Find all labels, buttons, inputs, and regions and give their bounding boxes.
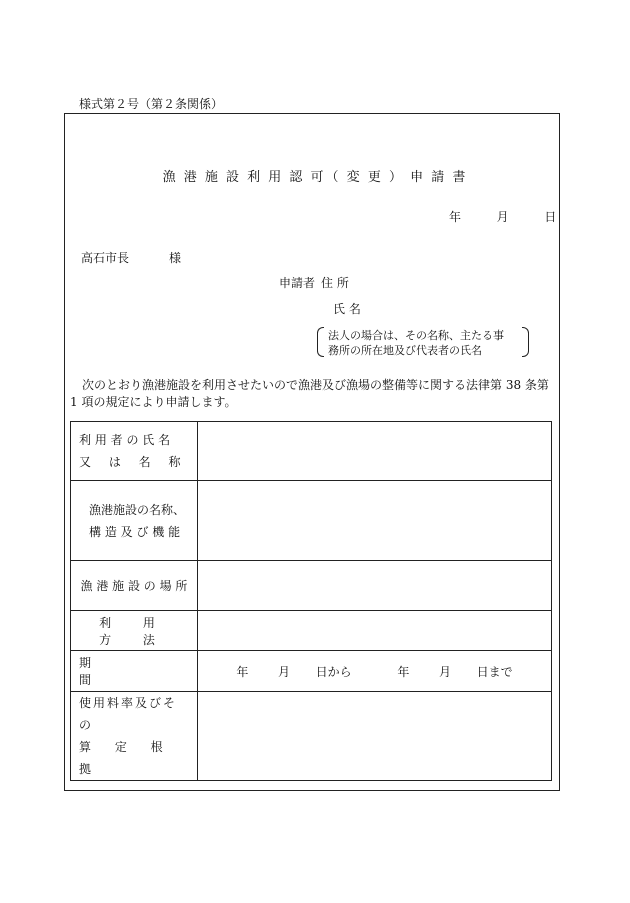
- period-month2: 月: [439, 664, 452, 679]
- row-label-facility-location: [71, 561, 198, 611]
- right-bracket: [522, 327, 529, 357]
- period-from: 日から: [315, 664, 352, 679]
- row-label-line: 漁 港 施 設 の 場 所: [80, 579, 188, 593]
- row-label-line: 使用料率及びその: [79, 696, 178, 732]
- corporate-note-line2: 務所の所在地及び代表者の氏名: [328, 344, 482, 357]
- row-label-line: 漁港施設の名称、: [89, 502, 186, 517]
- value-fee-rate[interactable]: [198, 692, 552, 781]
- applicant-name-row: [325, 300, 361, 317]
- row-label-line: 構 造 及 び 機 能: [89, 524, 181, 539]
- left-bracket: [317, 327, 324, 357]
- form-number: 様式第２号（第２条関係）: [79, 97, 224, 111]
- row-label-line: 利 用 者 の 氏 名: [79, 433, 171, 447]
- row-label-usage-method: [71, 611, 198, 651]
- statement-line1: 次のとおり漁港施設を利用させたいので漁港及び漁場の整備等に関する法律第 38 条第: [82, 378, 549, 392]
- value-facility-name[interactable]: [198, 481, 552, 561]
- addressee-honorific: 様: [169, 251, 182, 265]
- row-label-period: [71, 651, 198, 692]
- date-month: 月: [496, 210, 509, 224]
- table-row: [71, 692, 552, 781]
- table-row: [71, 651, 552, 692]
- applicant-address-row: [279, 274, 349, 291]
- name-label: 氏 名: [333, 302, 361, 316]
- corporate-note-line1: 法人の場合は、その名称、主たる事: [328, 329, 504, 342]
- statement: [70, 377, 554, 411]
- table-row: [71, 481, 552, 561]
- date-day: 日: [544, 210, 557, 224]
- row-label-line: 算 定 根 拠: [79, 740, 163, 776]
- period-year1: 年: [236, 664, 249, 679]
- date-line: [449, 208, 556, 225]
- value-user-name[interactable]: [198, 422, 552, 481]
- period-year2: 年: [397, 664, 410, 679]
- row-label-line: 又 は 名 称: [79, 455, 188, 469]
- applicant-label: 申請者: [279, 276, 316, 290]
- row-label-fee-rate: [71, 692, 198, 781]
- table-row: [71, 422, 552, 481]
- row-label-user-name: [71, 422, 198, 481]
- value-facility-location[interactable]: [198, 561, 552, 611]
- period-until: 日まで: [476, 664, 513, 679]
- page-title: 漁 港 施 設 利 用 認 可（ 変 更 ） 申 請 書: [162, 170, 468, 185]
- row-label-facility-name: [71, 481, 198, 561]
- period-month1: 月: [277, 664, 290, 679]
- addressee: [81, 249, 181, 266]
- addressee-name: 高石市長: [81, 251, 130, 265]
- value-period[interactable]: [198, 651, 552, 692]
- application-table: [70, 421, 552, 781]
- row-label-line: 期 間: [79, 656, 92, 687]
- statement-line2: 1 項の規定により申請します。: [70, 395, 237, 409]
- corporate-note: [317, 327, 529, 357]
- date-year: 年: [449, 210, 462, 224]
- address-label: 住 所: [321, 276, 349, 290]
- value-usage-method[interactable]: [198, 611, 552, 651]
- table-row: [71, 611, 552, 651]
- table-row: [71, 561, 552, 611]
- row-label-line: 利 用 方 法: [99, 615, 169, 647]
